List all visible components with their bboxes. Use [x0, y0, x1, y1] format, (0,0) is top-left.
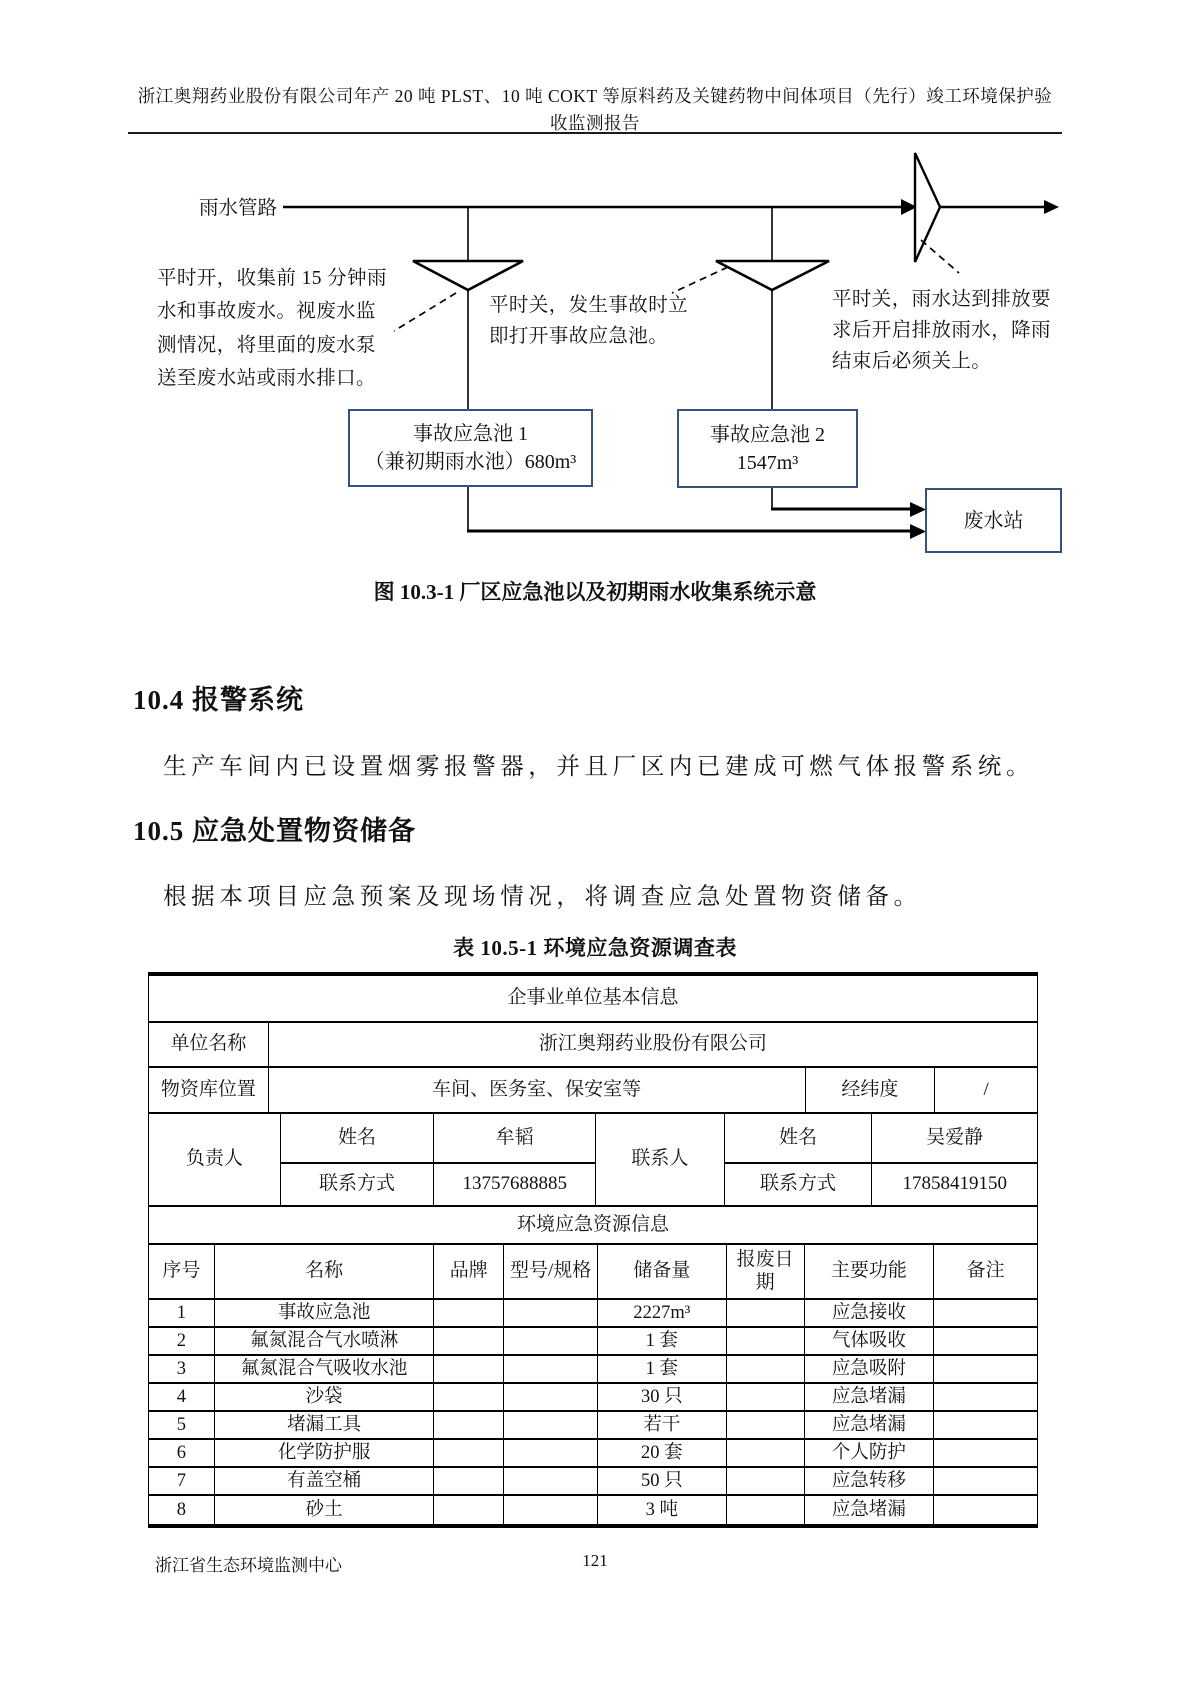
table-row: [149, 1384, 1037, 1412]
cell-model: [504, 1356, 598, 1382]
cell-index: 3: [149, 1356, 215, 1382]
cell-brand: [434, 1412, 504, 1438]
table-header-row: [149, 1245, 1037, 1300]
outflow-pool2-line: [771, 488, 926, 517]
cell-remark: [934, 1328, 1037, 1354]
emergency-resource-table: [148, 972, 1038, 1528]
cell-function: 个人防护: [805, 1440, 935, 1466]
cell-index: 2: [149, 1328, 215, 1354]
table-section2-title: 环境应急资源信息: [516, 1213, 669, 1235]
contact-field-labels: [725, 1114, 873, 1205]
storage-location-label: 物资库位置: [149, 1068, 269, 1112]
cell-name: 砂土: [215, 1496, 434, 1524]
cell-quantity: 3 吨: [598, 1496, 727, 1524]
contact-phone-value: 17858419150: [902, 1173, 1007, 1195]
cell-brand: [434, 1440, 504, 1466]
cell-scrap: [727, 1328, 805, 1354]
table-row: [149, 1068, 1037, 1114]
cell-scrap: [727, 1412, 805, 1438]
cell-remark: [934, 1496, 1037, 1524]
cell-index: 4: [149, 1384, 215, 1410]
cell-function: 应急吸附: [805, 1356, 935, 1382]
cell-index: 6: [149, 1440, 215, 1466]
cell-function: 气体吸收: [805, 1328, 935, 1354]
cell-name: 事故应急池: [215, 1300, 434, 1326]
cell-remark: [934, 1412, 1037, 1438]
emergency-pool-1-box: 事故应急池 1 （兼初期雨水池）680m³: [348, 409, 593, 487]
cell-remark: [934, 1384, 1037, 1410]
cell-function: 应急堵漏: [805, 1412, 935, 1438]
manager-phone-label: 联系方式: [319, 1173, 396, 1195]
cell-scrap: [727, 1300, 805, 1326]
cell-scrap: [727, 1496, 805, 1524]
cell-remark: [934, 1440, 1037, 1466]
table-row: [149, 1496, 1037, 1524]
col-header-function: 主要功能: [805, 1245, 935, 1298]
valve-funnel-1-icon: [413, 261, 523, 290]
cell-brand: [434, 1300, 504, 1326]
cell-quantity: 2227m³: [598, 1300, 727, 1326]
cell-brand: [434, 1328, 504, 1354]
cell-index: 8: [149, 1496, 215, 1524]
wastewater-station-box: 废水站: [925, 488, 1062, 553]
table-row: [149, 1440, 1037, 1468]
table-row: [149, 1023, 1037, 1068]
cell-model: [504, 1496, 598, 1524]
manager-label: 负责人: [149, 1114, 281, 1205]
col-header-model: 型号/规格: [504, 1245, 598, 1298]
col-header-scrap-date: 报废日期: [727, 1245, 805, 1298]
cell-scrap: [727, 1468, 805, 1494]
note-valve-discharge: 平时关，雨水达到排放要 求后开启排放雨水，降雨 结束后必须关上。: [832, 289, 1051, 372]
section-10-4-paragraph: 生产车间内已设置烟雾报警器，并且厂区内已建成可燃气体报警系统。: [163, 754, 1035, 780]
cell-remark: [934, 1468, 1037, 1494]
col-header-name: 名称: [215, 1245, 434, 1298]
cell-model: [504, 1328, 598, 1354]
cell-model: [504, 1384, 598, 1410]
pointer-dash-1: [394, 293, 456, 331]
col-header-remark: 备注: [966, 1260, 1005, 1282]
cell-remark: [934, 1356, 1037, 1382]
latlon-label: 经纬度: [806, 1068, 936, 1112]
cell-name: 有盖空桶: [215, 1468, 434, 1494]
table-row: [149, 1300, 1037, 1328]
valve-funnel-2-icon: [716, 261, 829, 290]
cell-name: 化学防护服: [215, 1440, 434, 1466]
page-header-line1: 浙江奥翔药业股份有限公司年产 20 吨 PLST、10 吨 COKT 等原料药及关键药物中间体项目（先行）竣工环境保护验: [137, 86, 1053, 106]
table-row: [149, 1207, 1037, 1245]
page-header-line2: 收监测报告: [550, 113, 640, 133]
table-row: [149, 1114, 1037, 1207]
section-title-10-5: 10.5 应急处置物资储备: [133, 816, 416, 846]
cell-quantity: 50 只: [598, 1468, 727, 1494]
cell-quantity: 1 套: [598, 1356, 727, 1382]
table-row: [149, 1468, 1037, 1496]
cell-quantity: 若干: [598, 1412, 727, 1438]
figure-caption: 图 10.3-1 厂区应急池以及初期雨水收集系统示意: [373, 580, 817, 604]
cell-remark: [934, 1300, 1037, 1326]
table-section1-title: 企事业单位基本信息: [507, 987, 679, 1009]
cell-model: [504, 1300, 598, 1326]
cell-brand: [434, 1496, 504, 1524]
manager-field-labels: [281, 1114, 435, 1205]
cell-index: 1: [149, 1300, 215, 1326]
rain-pipe-label: 雨水管路: [199, 198, 278, 219]
table-row: [149, 1328, 1037, 1356]
section-10-5-paragraph: 根据本项目应急预案及现场情况，将调查应急处置物资储备。: [163, 884, 922, 910]
cell-scrap: [727, 1384, 805, 1410]
pointer-dash-3: [921, 240, 959, 273]
cell-quantity: 1 套: [598, 1328, 727, 1354]
note-valve-open: 平时开，收集前 15 分钟雨 水和事故废水。视废水监 测情况，将里面的废水泵 送至废水站或雨水排口。: [157, 268, 387, 390]
col-header-index: 序号: [149, 1245, 215, 1298]
col-header-brand: 品牌: [434, 1245, 504, 1298]
contact-name-label: 姓名: [725, 1114, 872, 1164]
footer-page-number: 121: [582, 1551, 608, 1570]
cell-brand: [434, 1468, 504, 1494]
cell-name: 氟氮混合气水喷淋: [215, 1328, 434, 1354]
cell-name: 氟氮混合气吸收水池: [215, 1356, 434, 1382]
cell-quantity: 30 只: [598, 1384, 727, 1410]
col-header-quantity: 储备量: [598, 1245, 727, 1298]
cell-index: 5: [149, 1412, 215, 1438]
discharge-valve-icon: [901, 153, 940, 262]
cell-function: 应急转移: [805, 1468, 935, 1494]
section-title-10-4: 10.4 报警系统: [133, 685, 304, 715]
pipe-end-arrow-icon: [1044, 200, 1059, 214]
table-caption: 表 10.5-1 环境应急资源调查表: [453, 936, 737, 960]
outflow-pool1-line: [467, 487, 926, 539]
table-row: [149, 976, 1037, 1023]
cell-scrap: [727, 1440, 805, 1466]
cell-function: 应急接收: [805, 1300, 935, 1326]
contact-field-values: [872, 1114, 1037, 1205]
cell-scrap: [727, 1356, 805, 1382]
emergency-pool-2-box: 事故应急池 2 1547m³: [677, 409, 858, 488]
cell-brand: [434, 1356, 504, 1382]
storage-location-value: 车间、医务室、保安室等: [269, 1068, 806, 1112]
cell-model: [504, 1440, 598, 1466]
cell-name: 沙袋: [215, 1384, 434, 1410]
unit-name-label: 单位名称: [149, 1023, 269, 1066]
manager-phone-value: 13757688885: [462, 1173, 567, 1195]
cell-index: 7: [149, 1468, 215, 1494]
cell-model: [504, 1412, 598, 1438]
cell-function: 应急堵漏: [805, 1496, 935, 1524]
manager-name-label: 姓名: [281, 1114, 434, 1164]
cell-quantity: 20 套: [598, 1440, 727, 1466]
latlon-value: /: [983, 1078, 989, 1100]
contact-label: 联系人: [596, 1114, 725, 1205]
unit-name-value: 浙江奥翔药业股份有限公司: [538, 1033, 767, 1055]
manager-field-values: [434, 1114, 596, 1205]
footer-org-name: 浙江省生态环境监测中心: [155, 1556, 342, 1575]
cell-brand: [434, 1384, 504, 1410]
table-row: [149, 1356, 1037, 1384]
table-row: [149, 1412, 1037, 1440]
cell-model: [504, 1468, 598, 1494]
note-valve-closed-accident: 平时关，发生事故时立 即打开事故应急池。: [489, 295, 689, 347]
cell-name: 堵漏工具: [215, 1412, 434, 1438]
contact-name-value: 吴爱静: [872, 1114, 1037, 1164]
cell-function: 应急堵漏: [805, 1384, 935, 1410]
manager-name-value: 牟韬: [434, 1114, 595, 1164]
contact-phone-label: 联系方式: [760, 1173, 837, 1195]
